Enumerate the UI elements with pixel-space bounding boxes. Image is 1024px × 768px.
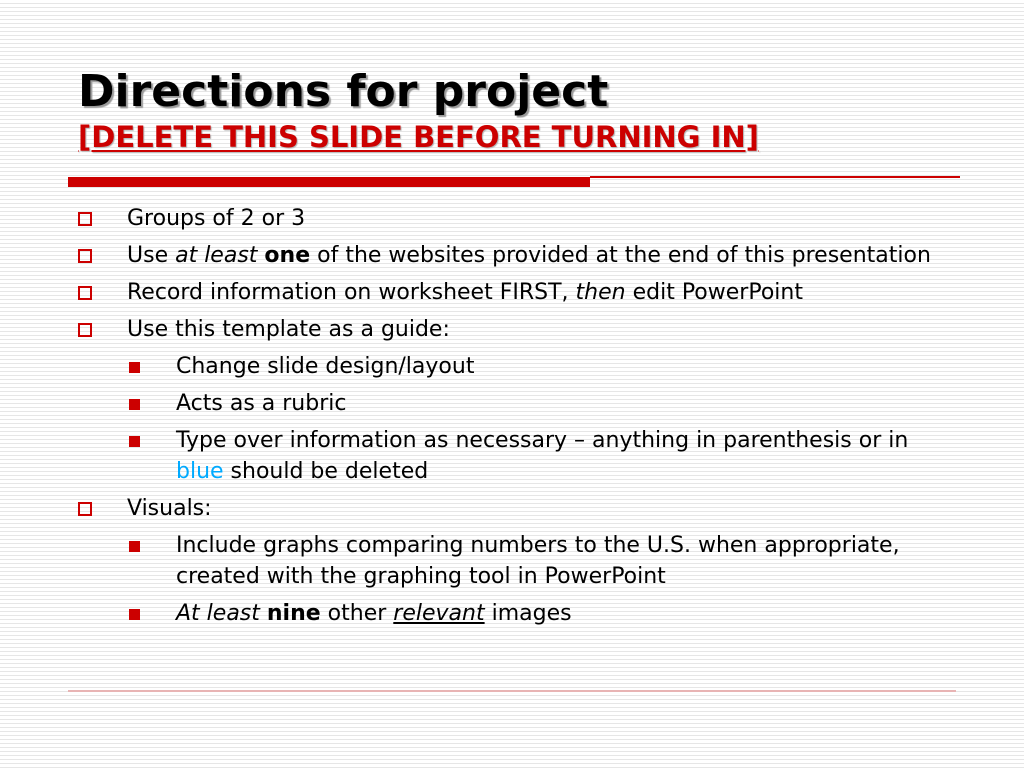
sub-bullet-emphasis-underlined: relevant (393, 601, 485, 626)
sub-bullet-item (76, 351, 956, 382)
hollow-square-bullet-icon (78, 249, 92, 263)
slide-subtitle: [DELETE THIS SLIDE BEFORE TURNING IN] (78, 120, 759, 154)
bullet-emphasis: then (575, 280, 626, 305)
hollow-square-bullet-icon (78, 286, 92, 300)
filled-square-bullet-icon (129, 399, 140, 410)
sub-bullet-text-part: other (320, 601, 394, 626)
bullet-emphasis: at least (175, 243, 258, 268)
bullet-item (76, 203, 956, 234)
sub-bullet-item (76, 598, 956, 629)
bullet-item (76, 240, 956, 271)
title-underline-thin (590, 176, 960, 178)
sub-bullet-text: Change slide design/layout (176, 354, 475, 379)
bullet-item (76, 493, 956, 524)
bullet-text-part: Use (127, 243, 176, 268)
filled-square-bullet-icon (129, 609, 140, 620)
sub-bullet-text: Include graphs comparing numbers to the U.S. when appropriate, created with the graphing tool in PowerPoint (176, 533, 900, 589)
hollow-square-bullet-icon (78, 212, 92, 226)
sub-bullet-space (260, 601, 267, 626)
bullet-item (76, 277, 956, 308)
sub-bullet-item (76, 425, 956, 487)
hollow-square-bullet-icon (78, 323, 92, 337)
filled-square-bullet-icon (129, 436, 140, 447)
slide-title: Directions for project (78, 66, 609, 117)
title-underline-thick (68, 177, 590, 187)
bullet-text: Use this template as a guide: (127, 317, 450, 342)
bullet-item (76, 314, 956, 345)
sub-bullet-item (76, 530, 956, 592)
bullet-strong: one (264, 243, 311, 268)
blue-highlight-text: blue (176, 459, 224, 484)
filled-square-bullet-icon (129, 541, 140, 552)
sub-bullet-item (76, 388, 956, 419)
hollow-square-bullet-icon (78, 502, 92, 516)
sub-bullet-text-part: should be deleted (223, 459, 429, 484)
slide-title-block (78, 64, 978, 154)
bullet-text: Groups of 2 or 3 (127, 206, 306, 231)
bullet-text-part: of the websites provided at the end of this presentation (310, 243, 931, 268)
sub-bullet-text-part: Type over information as necessary – anything in parenthesis or in (176, 428, 909, 453)
sub-bullet-text: Acts as a rubric (176, 391, 347, 416)
bullet-text-part: edit PowerPoint (625, 280, 803, 305)
sub-bullet-emphasis: At least (176, 601, 260, 626)
bullet-text: Visuals: (127, 496, 212, 521)
sub-bullet-text-part: images (484, 601, 572, 626)
footer-rule (68, 690, 956, 692)
bullet-list (76, 203, 956, 635)
bullet-text-part: Record information on worksheet FIRST, (127, 280, 576, 305)
filled-square-bullet-icon (129, 362, 140, 373)
sub-bullet-strong: nine (266, 601, 321, 626)
